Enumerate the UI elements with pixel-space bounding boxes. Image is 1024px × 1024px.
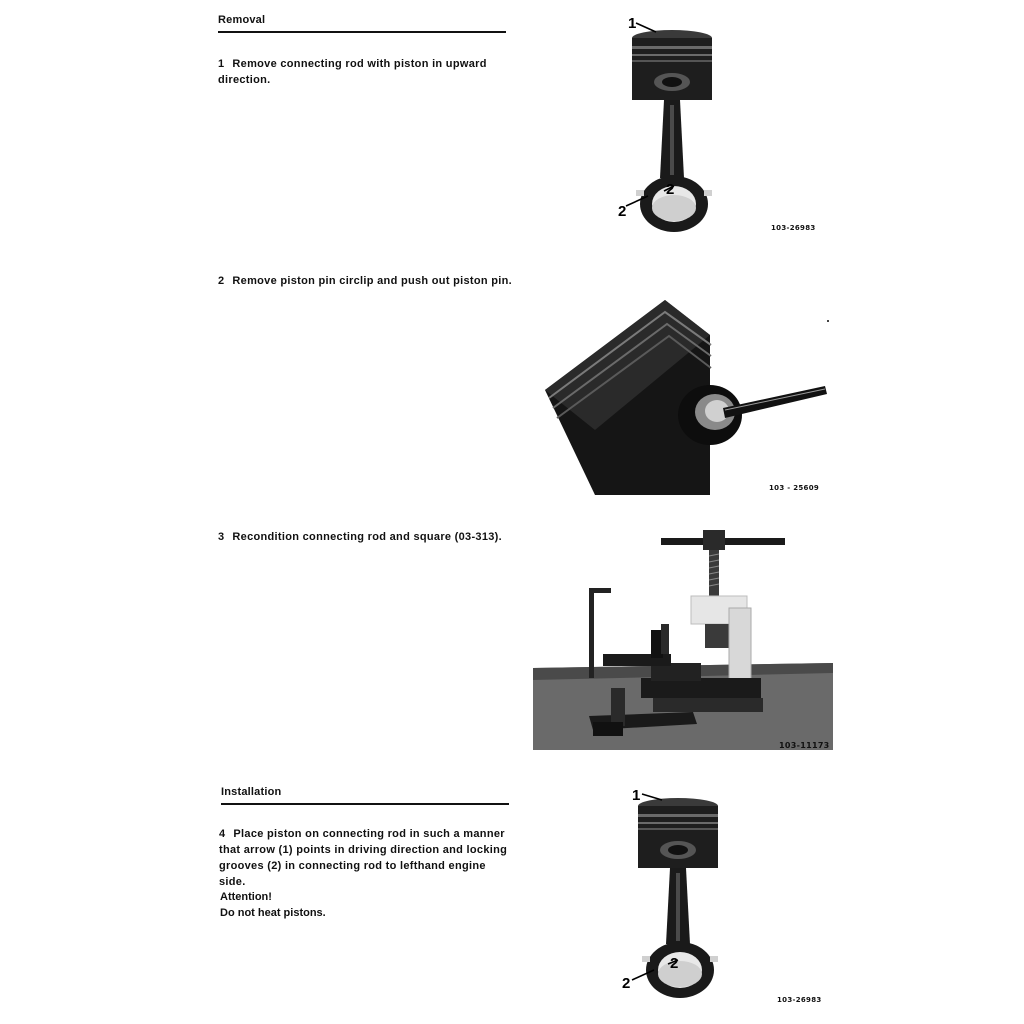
callout-1: 1	[628, 15, 637, 32]
figure-ref: 103-11173	[779, 741, 830, 750]
installation-heading: Installation	[221, 786, 282, 798]
reconditioning-fixture-figure	[533, 528, 833, 752]
step-number: 3	[218, 531, 225, 543]
step-4	[219, 826, 511, 890]
step-3	[218, 529, 528, 545]
attention-title: Attention!	[220, 891, 272, 903]
callout-2: 2	[618, 203, 627, 220]
removal-heading-rule	[218, 31, 506, 33]
attention-text: Do not heat pistons.	[220, 907, 326, 919]
step-number: 1	[218, 58, 225, 70]
callout-2: 2	[666, 181, 675, 198]
removal-heading: Removal	[218, 14, 266, 26]
figure-ref: 103 - 25609	[769, 484, 820, 492]
piston-rod-figure	[612, 10, 722, 238]
step-number: 4	[219, 828, 226, 840]
step-text: Recondition connecting rod and square (03-313).	[232, 531, 503, 543]
step-number: 2	[218, 275, 225, 287]
callout-2: 2	[622, 975, 631, 992]
step-text: Remove connecting rod with piston in upward direction.	[218, 58, 487, 86]
piston-pin-figure	[535, 290, 835, 500]
installation-heading-rule	[221, 803, 509, 805]
callout-1: 1	[632, 787, 641, 804]
callout-2: 2	[670, 955, 679, 972]
step-2	[218, 273, 528, 289]
figure-ref: 103-26983	[777, 996, 822, 1004]
step-text: Place piston on connecting rod in such a manner that arrow (1) points in driving direction and locking grooves (2) in connecting rod to lefthand engine side.	[219, 828, 508, 888]
figure-ref: 103-26983	[771, 224, 816, 232]
piston-rod-figure	[618, 784, 728, 1006]
step-1	[218, 56, 508, 88]
step-text: Remove piston pin circlip and push out piston pin.	[232, 275, 513, 287]
